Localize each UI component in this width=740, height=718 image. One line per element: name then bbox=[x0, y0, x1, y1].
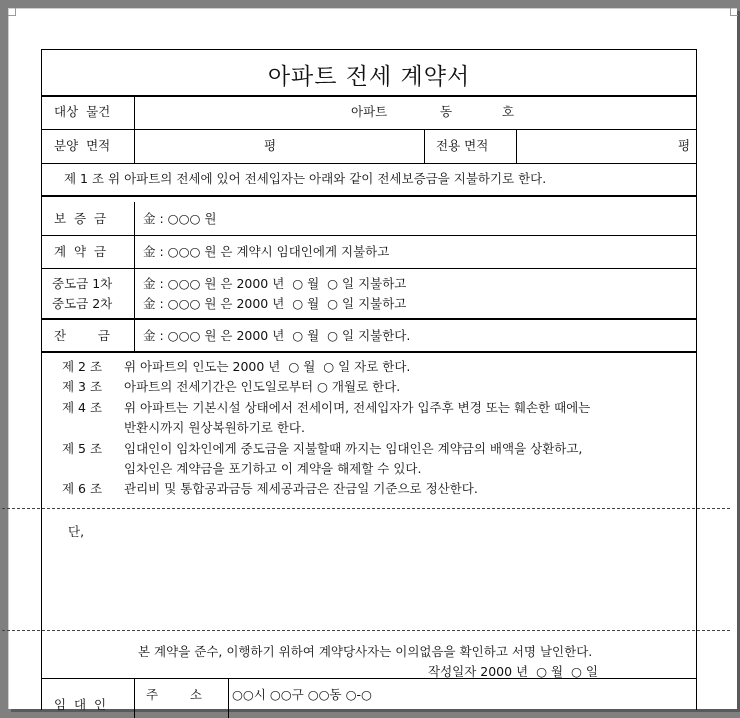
article-5-number: 제 5 조 bbox=[62, 441, 103, 456]
address-label: 주 소 bbox=[146, 687, 202, 702]
contract-form bbox=[41, 49, 697, 710]
article-5-text: 임대인이 임차인에게 중도금을 지불할때 까지는 임대인은 계약금의 배액을 상환하고, bbox=[124, 441, 583, 456]
property-apt-label: 아파트 bbox=[351, 104, 388, 119]
document-title: 아파트 전세 계약서 bbox=[267, 64, 471, 90]
crop-mark-top-right bbox=[730, 8, 738, 16]
article-4-number: 제 4 조 bbox=[62, 400, 103, 415]
interim-2-label: 중도금 2차 bbox=[52, 296, 113, 311]
sale-area-label: 분양 면적 bbox=[54, 138, 111, 153]
landlord-label: 임 대 인 bbox=[54, 697, 107, 712]
deposit-label: 보 증 금 bbox=[54, 211, 107, 226]
section-divider bbox=[2, 508, 730, 509]
interim-1-label: 중도금 1차 bbox=[52, 276, 113, 291]
article-3-text: 아파트의 전세기간은 인도일로부터 ○ 개월로 한다. bbox=[124, 379, 401, 394]
sale-area-unit: 평 bbox=[264, 138, 277, 153]
property-dong-label: 동 bbox=[440, 104, 453, 119]
article-4-text: 위 아파트는 기본시설 상태에서 전세이며, 전세입자가 입주후 변경 또는 훼손한 때에는 bbox=[124, 400, 591, 415]
interim-1-amount: 金 : ○○○ 원 은 2000 년 ○ 월 ○ 일 지불하고 bbox=[143, 276, 407, 291]
article-4-continuation: 반환시까지 원상복원하기로 한다. bbox=[124, 420, 305, 435]
article-2-text: 위 아파트의 인도는 2000 년 ○ 월 ○ 일 자로 한다. bbox=[124, 359, 411, 374]
article-6-text: 관리비 및 통합공과금등 제세공과금은 잔금일 기준으로 정산한다. bbox=[124, 481, 478, 496]
crop-mark-top-left bbox=[8, 8, 16, 16]
confirmation-text: 본 계약을 준수, 이행하기 위하여 계약당사자는 이의없음을 확인하고 서명 날인한다. bbox=[138, 644, 593, 659]
article-2-number: 제 2 조 bbox=[62, 359, 103, 374]
interim-2-amount: 金 : ○○○ 원 은 2000 년 ○ 월 ○ 일 지불하고 bbox=[143, 296, 407, 311]
down-payment-amount: 金 : ○○○ 원 은 계약시 임대인에게 지불하고 bbox=[143, 244, 390, 259]
balance-label: 잔 금 bbox=[54, 328, 110, 343]
exclusive-area-unit: 평 bbox=[678, 138, 691, 153]
section-divider bbox=[2, 630, 730, 631]
article-3-number: 제 3 조 bbox=[62, 379, 103, 394]
balance-amount: 金 : ○○○ 원 은 2000 년 ○ 월 ○ 일 지불한다. bbox=[143, 328, 411, 343]
address-value: ○○시 ○○구 ○○동 ○-○ bbox=[232, 687, 372, 702]
article-6-number: 제 6 조 bbox=[62, 481, 103, 496]
document-page bbox=[8, 8, 737, 712]
article-5-continuation: 임차인은 계약금을 포기하고 이 계약을 해제할 수 있다. bbox=[124, 461, 422, 476]
article-1: 제 1 조 위 아파트의 전세에 있어 전세입자는 아래와 같이 전세보증금을 지불하기로 한다. bbox=[64, 171, 547, 186]
exclusive-area-label: 전용 면적 bbox=[436, 138, 489, 153]
property-label: 대상 물건 bbox=[54, 104, 111, 119]
deposit-amount: 金 : ○○○ 원 bbox=[143, 211, 217, 226]
written-date: 작성일자 2000 년 ○ 월 ○ 일 bbox=[428, 664, 598, 679]
property-ho-label: 호 bbox=[502, 104, 515, 119]
notes-label: 단, bbox=[68, 524, 85, 539]
down-payment-label: 계 약 금 bbox=[54, 244, 107, 259]
